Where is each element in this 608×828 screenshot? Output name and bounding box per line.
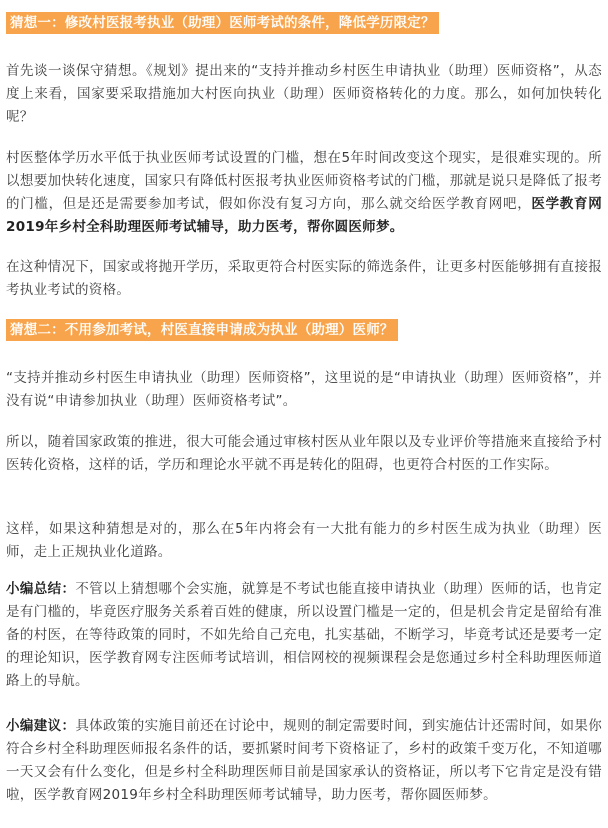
paragraph-advice bbox=[6, 715, 602, 807]
paragraph-apply-qualification: “支持并推动乡村医生申请执业（助理）医师资格”，这里说的是“申请执业（助理）医师资格”，并没有说“申请参加执业（助理）医师资格考试”。 bbox=[6, 370, 602, 409]
paragraph-text: 村医整体学历水平低于执业医师考试设置的门槛，想在5年时间改变这个现实，是很难实现的。所以想要加快转化速度，国家只有降低村医报考执业医师资格考试的门槛，那就是说只是降低了报考的门槛，但是还是需要参加考试，假如你没有复习方向，那么就交给医学教育网吧， bbox=[6, 150, 602, 212]
paragraph-policy-advance: 所以，随着国家政策的推进，很大可能会通过审核村医从业年限以及专业评价等措施来直接给予村医转化资格，这样的话，学历和理论水平就不再是转化的阻碍，也更符合村医的工作实际。 bbox=[6, 434, 602, 473]
paragraph-screening-conditions: 在这种情况下，国家或将抛开学历，采取更符合村医实际的筛选条件，让更多村医能够拥有直接报考执业考试的资格。 bbox=[6, 259, 602, 298]
summary-label: 小编总结： bbox=[6, 581, 76, 597]
advice-text: 具体政策的实施目前还在讨论中，规则的制定需要时间，到实施估计还需时间，如果你符合乡村全科助理医师报名条件的话，要抓紧时间考下资格证了，乡村的政策千变万化，不知道哪一天又会有什么变化，但是乡村全科助理医师目前是国家承认的资格证，所以考下它肯定是没有错啦，医学教育网2019年乡村全科助理医师考试辅导，助力医考，帮你圆医师梦。 bbox=[6, 718, 602, 803]
promo-bold-text: 医学教育网2019年乡村全科助理医师考试辅导，助力医考，帮你圆医师梦。 bbox=[6, 196, 602, 235]
paragraph-education-threshold bbox=[6, 147, 602, 239]
paragraph-summary bbox=[6, 578, 602, 693]
summary-text: 不管以上猜想哪个会实施，就算是不考试也能直接申请执业（助理）医师的话，也肯定是有门槛的，毕竟医疗服务关系着百姓的健康，所以设置门槛是一定的，但是机会肯定是留给有准备的村医，在等待政策的同时，不如先给自己充电，扎实基础，不断学习，毕竟考试还是要考一定的理论知识，医学教育网专注医师考试培训，相信网校的视频课程会是您通过乡村全科助理医师道路上的导航。 bbox=[6, 581, 602, 689]
paragraph-five-years: 这样，如果这种猜想是对的，那么在5年内将会有一大批有能力的乡村医生成为执业（助理）医师，走上正规执业化道路。 bbox=[6, 521, 602, 560]
section-heading-1: 猜想一：修改村医报考执业（助理）医师考试的条件，降低学历限定？ bbox=[6, 12, 439, 34]
advice-label: 小编建议： bbox=[6, 718, 76, 734]
section-heading-2: 猜想二：不用参加考试，村医直接申请成为执业（助理）医师？ bbox=[6, 319, 398, 341]
paragraph-conservative-guess: 首先谈一谈保守猜想。《规划》提出来的“支持并推动乡村医生申请执业（助理）医师资格”，从态度上来看，国家要采取措施加大村医向执业（助理）医师资格转化的力度。那么，如何加快转化呢？ bbox=[6, 63, 602, 125]
